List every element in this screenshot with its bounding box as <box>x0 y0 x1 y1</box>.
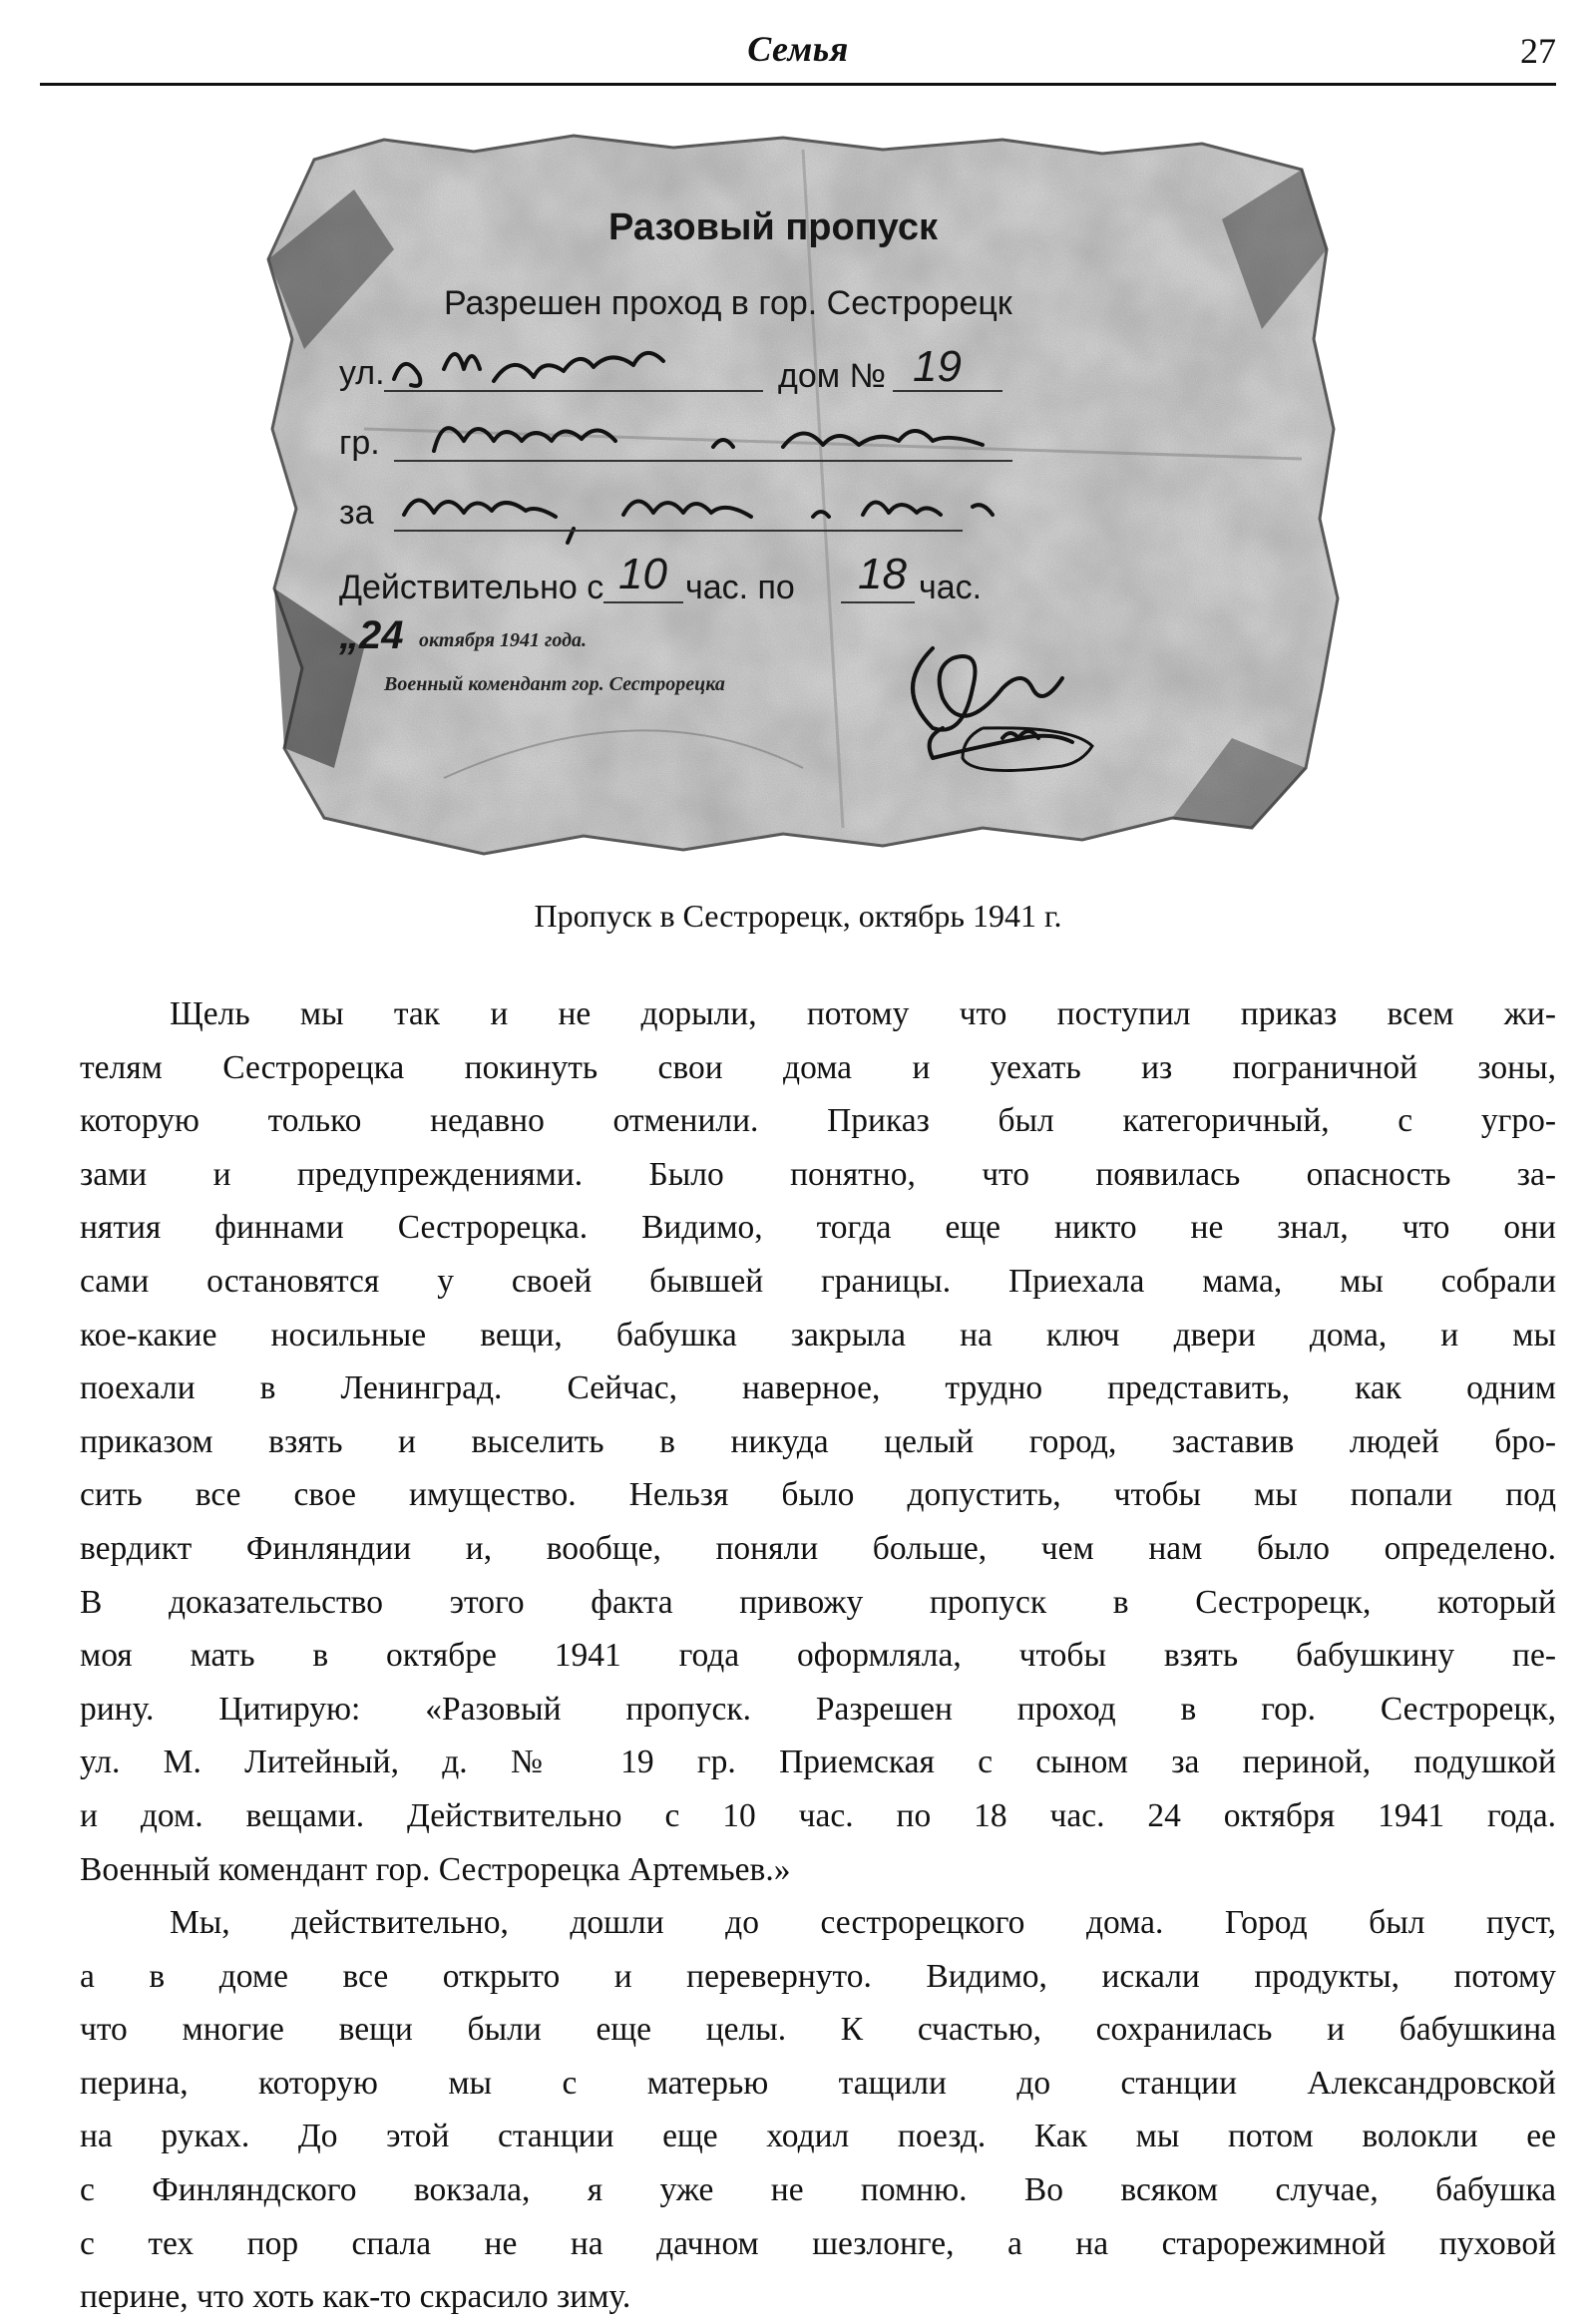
pass-title: Разовый пропуск <box>608 206 938 248</box>
text-line: перине, что хоть как-то скрасило зиму. <box>80 2278 631 2316</box>
text-line: кое-какие носильные вещи, бабушка закрыла на ключ двери дома, и мы <box>80 1316 1556 1354</box>
pass-commandant: Военный комендант гор. Сестрорецка <box>384 673 725 695</box>
paragraph <box>80 987 1556 1896</box>
pass-date-suffix: октября 1941 года. <box>419 629 588 651</box>
text-line: Мы, действительно, дошли до сестрорецкого дома. Город был пуст, <box>170 1904 1556 1942</box>
pass-house-label: дом № <box>778 357 887 395</box>
pass-permission-line: Разрешен проход в гор. Сестрорецк <box>444 284 1012 322</box>
text-line: поехали в Ленинград. Сейчас, наверное, трудно представить, как одним <box>80 1369 1556 1407</box>
text-line: сами остановятся у своей бывшей границы. Приехала мама, мы собрали <box>80 1262 1556 1300</box>
text-line: Военный комендант гор. Сестрорецка Артемьев.» <box>80 1850 791 1888</box>
body-text <box>80 987 1556 2324</box>
pass-hour-to-label: час. по <box>685 569 795 606</box>
pass-valid-to-value: 18 <box>858 550 907 598</box>
pass-day-value: „24 <box>339 613 404 657</box>
pass-valid-from-label: Действительно с <box>339 569 604 606</box>
pass-for-label: за <box>339 494 374 532</box>
header-rule <box>40 83 1556 86</box>
text-line: и дом. вещами. Действительно с 10 час. по 18 час. 24 октября 1941 года. <box>80 1796 1556 1834</box>
pass-citizen-label: гр. <box>339 424 380 462</box>
text-line: на руках. До этой станции еще ходил поезд. Как мы потом волокли ее <box>80 2118 1556 2155</box>
text-line: сить все свое имущество. Нельзя было допустить, чтобы мы попали под <box>80 1476 1556 1514</box>
photo-caption: Пропуск в Сестрорецк, октябрь 1941 г. <box>534 898 1062 934</box>
running-header <box>40 22 1556 82</box>
text-line: моя мать в октябре 1941 года оформляла, чтобы взять бабушкину пе- <box>80 1637 1556 1675</box>
text-line: Щель мы так и не дорыли, потому что поступил приказ всем жи- <box>170 995 1556 1032</box>
text-line: ул. М. Литейный, д. № 19 гр. Приемская с сыном за периной, подушкой <box>80 1743 1556 1781</box>
pass-house-number: 19 <box>913 342 962 391</box>
text-line: вердикт Финляндии и, вообще, поняли больше, чем нам было определено. <box>80 1529 1556 1567</box>
pass-street-label: ул. <box>339 354 385 392</box>
text-line: а в доме все открыто и перевернуто. Видимо, искали продукты, потому <box>80 1957 1556 1995</box>
text-line: рину. Цитирую: «Разовый пропуск. Разрешен проход в гор. Сестрорецк, <box>80 1690 1556 1728</box>
pass-photograph <box>244 130 1352 868</box>
pass-valid-from-value: 10 <box>618 550 667 598</box>
text-line: нятия финнами Сестрорецка. Видимо, тогда еще никто не знал, что они <box>80 1209 1556 1247</box>
text-line: с Финляндского вокзала, я уже не помню. Во всяком случае, бабушка <box>80 2171 1556 2209</box>
pass-hour-suffix: час. <box>919 569 983 606</box>
paragraph <box>80 1896 1556 2324</box>
text-line: телям Сестрорецка покинуть свои дома и уехать из пограничной зоны, <box>80 1048 1556 1086</box>
text-line: перина, которую мы с матерью тащили до станции Александровской <box>80 2064 1556 2102</box>
text-line: что многие вещи были еще целы. К счастью, сохранилась и бабушкина <box>80 2011 1556 2049</box>
text-line: с тех пор спала не на дачном шезлонге, а на старорежимной пуховой <box>80 2224 1556 2262</box>
text-line: В доказательство этого факта привожу пропуск в Сестрорецк, который <box>80 1583 1556 1621</box>
text-line: зами и предупреждениями. Было понятно, что появилась опасность за- <box>80 1155 1556 1193</box>
chapter-title: Семья <box>747 29 849 69</box>
page-number: 27 <box>1520 31 1556 71</box>
text-line: приказом взять и выселить в никуда целый город, заставив людей бро- <box>80 1422 1556 1460</box>
text-line: которую только недавно отменили. Приказ был категоричный, с угро- <box>80 1102 1556 1140</box>
